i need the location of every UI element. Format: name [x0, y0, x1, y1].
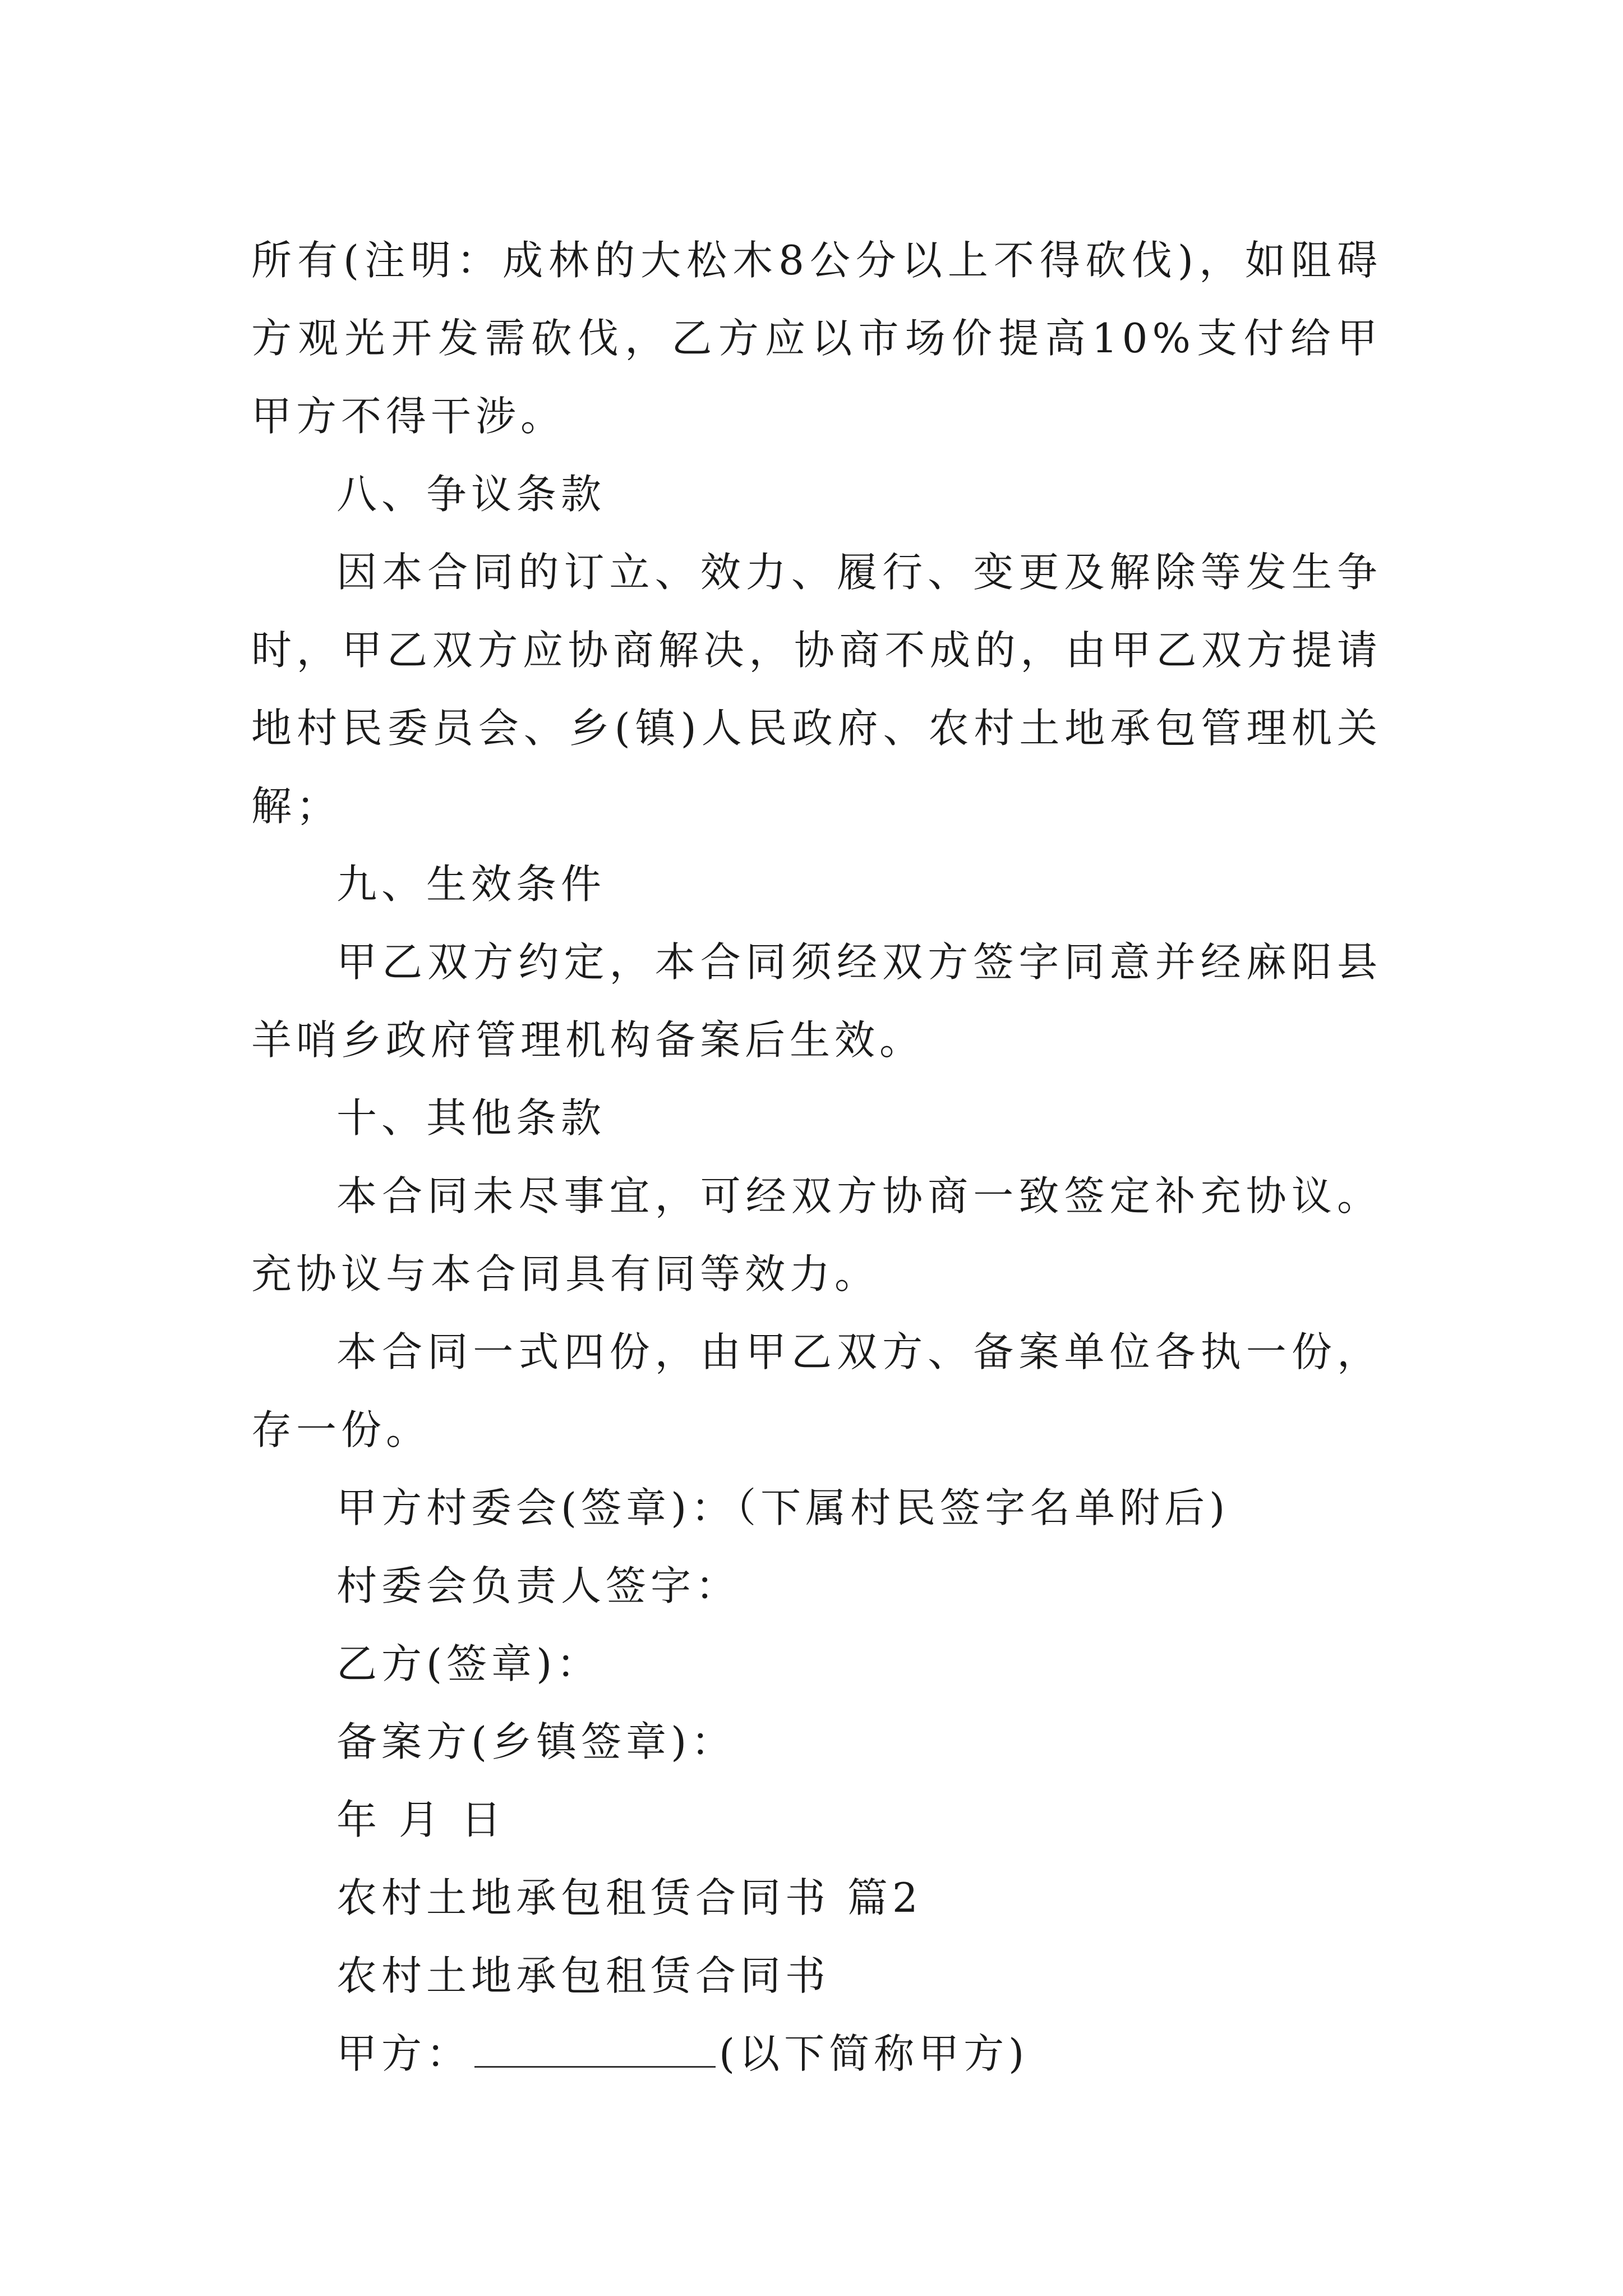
- party-a-label: 甲方：: [336, 2030, 472, 2077]
- text-line: 充协议与本合同具有同等效力。: [251, 1250, 880, 1297]
- contract-title: 农村土地承包租赁合同书: [336, 1952, 831, 1999]
- section-heading: 九、生效条件: [336, 861, 606, 908]
- text-line: 方观光开发需砍伐，乙方应以市场价提高10%支付给甲: [251, 315, 1382, 362]
- signature-line-filing: 备案方(乡镇签章)：: [336, 1718, 736, 1765]
- text-line: 存一份。: [251, 1406, 431, 1453]
- date-line: 年 月 日: [336, 1796, 506, 1843]
- document-page: [251, 222, 1382, 2093]
- signature-line-committee: 村委会负责人签字：: [336, 1562, 741, 1609]
- text-line: 地村民委员会、乡(镇)人民政府、农村土地承包管理机关: [251, 705, 1382, 752]
- party-a-blank-field[interactable]: [474, 2032, 716, 2068]
- text-line: 解；: [251, 783, 342, 830]
- text-line: 时，甲乙双方应协商解决，协商不成的，由甲乙双方提请: [251, 627, 1382, 674]
- signature-line-party-b: 乙方(签章)：: [336, 1640, 602, 1687]
- text-line: 本合同一式四份，由甲乙双方、备案单位各执一份，: [336, 1328, 1382, 1375]
- section-heading: 八、争议条款: [336, 471, 606, 518]
- text-line: 因本合同的订立、效力、履行、变更及解除等发生争: [336, 549, 1382, 596]
- signature-line-party-a: 甲方村委会(签章)：（下属村民签字名单附后): [336, 1484, 1230, 1531]
- party-a-note: (以下简称甲方): [719, 2030, 1029, 2077]
- text-line: 本合同未尽事宜，可经双方协商一致签定补充协议。: [336, 1172, 1382, 1220]
- section-heading: 十、其他条款: [336, 1094, 606, 1142]
- text-line: 所有(注明：成林的大松木8公分以上不得砍伐)，如阻碍: [251, 237, 1382, 284]
- text-line: 甲乙双方约定，本合同须经双方签字同意并经麻阳县: [336, 938, 1382, 986]
- section-title: 农村土地承包租赁合同书 篇2: [336, 1874, 923, 1921]
- party-a-line: [251, 2015, 1382, 2093]
- text-line: 羊哨乡政府管理机构备案后生效。: [251, 1016, 925, 1064]
- text-line: 甲方不得干涉。: [251, 393, 566, 440]
